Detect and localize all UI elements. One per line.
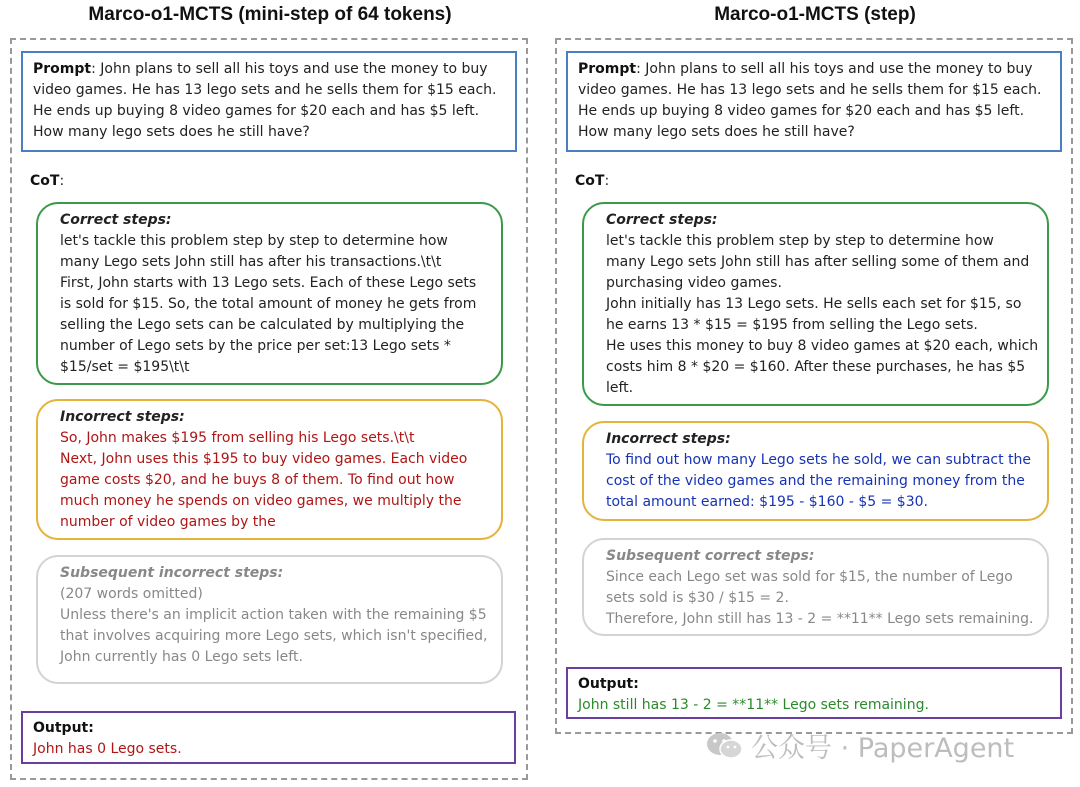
left-correct-line: First, John starts with 13 Lego sets. Each of these Lego sets [60,275,477,291]
right-prompt-line: He ends up buying 8 video games for $20 each and has $5 left. [578,103,1025,119]
right-correct-line: left. [606,380,634,396]
left-subsequent-line: Unless there's an implicit action taken with the remaining $5 [60,607,487,623]
left-output-text: John has 0 Lego sets. [33,741,182,757]
left-subsequent-line: John currently has 0 Lego sets left. [60,649,303,665]
right-correct-line: purchasing video games. [606,275,782,291]
right-prompt-box [566,51,1062,152]
right-subsequent-line: sets sold is $30 / $15 = 2. [606,590,789,606]
left-correct-line: number of Lego sets by the price per set:13 Lego sets * [60,338,451,354]
left-subsequent-line: that involves acquiring more Lego sets, which isn't specified, [60,628,488,644]
watermark-text: 公众号 · PaperAgent [751,733,1015,764]
left-incorrect-line: much money he spends on video games, we multiply the [60,493,462,509]
right-subsequent-line: Therefore, John still has 13 - 2 = **11** Lego sets remaining. [606,611,1034,627]
right-output-label: Output: [578,676,639,692]
left-output-label: Output: [33,720,94,736]
right-subsequent-steps-label: Subsequent correct steps: [606,548,815,564]
right-correct-line: He uses this money to buy 8 video games at $20 each, which [606,338,1039,354]
left-correct-steps-box [36,202,503,385]
left-incorrect-line: number of video games by the [60,514,276,530]
right-prompt-line: : John plans to sell all his toys and use the money to buy [636,61,1033,77]
right-output-text: John still has 13 - 2 = **11** Lego sets remaining. [578,697,929,713]
right-prompt-line: video games. He has 13 lego sets and he sells them for $15 each. [578,82,1042,98]
right-incorrect-line: To find out how many Lego sets he sold, we can subtract the [606,452,1032,468]
right-correct-steps-box [582,202,1049,406]
left-subsequent-line: (207 words omitted) [60,586,203,602]
left-prompt-line: How many lego sets does he still have? [33,124,310,140]
right-correct-line: John initially has 13 Lego sets. He sells each set for $15, so [606,296,1022,312]
left-cot-label: CoT: [30,173,65,189]
right-output-box [566,667,1062,719]
left-prompt-line: video games. He has 13 lego sets and he sells them for $15 each. [33,82,497,98]
left-prompt-box [21,51,517,152]
right-column-title: Marco-o1-MCTS (step) [714,4,916,25]
right-prompt-line: How many lego sets does he still have? [578,124,855,140]
left-correct-line: selling the Lego sets can be calculated by multiplying the [60,317,465,333]
right-subsequent-line: Since each Lego set was sold for $15, the number of Lego [606,569,1013,585]
left-incorrect-line: game costs $20, and he buys 8 of them. To find out how [60,472,455,488]
right-incorrect-line: cost of the video games and the remaining money from the [606,473,1025,489]
right-incorrect-steps-box [582,421,1049,521]
right-subsequent-steps-box [582,538,1049,636]
right-correct-line: many Lego sets John still has after selling some of them and [606,254,1030,270]
left-subsequent-steps-label: Subsequent incorrect steps: [60,565,284,581]
left-incorrect-line: Next, John uses this $195 to buy video games. Each video [60,451,468,467]
right-correct-line: let's tackle this problem step by step to determine how [606,233,994,249]
right-correct-steps-label: Correct steps: [606,212,718,228]
left-incorrect-steps-box [36,399,503,540]
left-column-title: Marco-o1-MCTS (mini-step of 64 tokens) [88,4,452,25]
right-prompt-label: Prompt [578,61,637,77]
left-incorrect-line: So, John makes $195 from selling his Lego sets.\t\t [60,430,415,446]
left-correct-line: let's tackle this problem step by step to determine how [60,233,448,249]
left-prompt-line: : John plans to sell all his toys and use the money to buy [91,61,488,77]
watermark [705,726,1055,762]
right-cot-label: CoT: [575,173,610,189]
left-subsequent-steps-box [36,555,503,684]
left-incorrect-steps-label: Incorrect steps: [60,409,185,425]
left-correct-line: $15/set = $195\t\t [60,359,190,375]
left-output-box [21,711,516,764]
wechat-icon [705,731,745,761]
left-correct-steps-label: Correct steps: [60,212,172,228]
right-correct-line: he earns 13 * $15 = $195 from selling the Lego sets. [606,317,978,333]
left-prompt-line: He ends up buying 8 video games for $20 each and has $5 left. [33,103,480,119]
right-incorrect-line: total amount earned: $195 - $160 - $5 = $30. [606,494,928,510]
right-incorrect-steps-label: Incorrect steps: [606,431,731,447]
left-correct-line: many Lego sets John still has after his transactions.\t\t [60,254,442,270]
left-prompt-label: Prompt [33,61,92,77]
left-correct-line: is sold for $15. So, the total amount of money he gets from [60,296,477,312]
right-correct-line: costs him 8 * $20 = $160. After these purchases, he has $5 [606,359,1026,375]
